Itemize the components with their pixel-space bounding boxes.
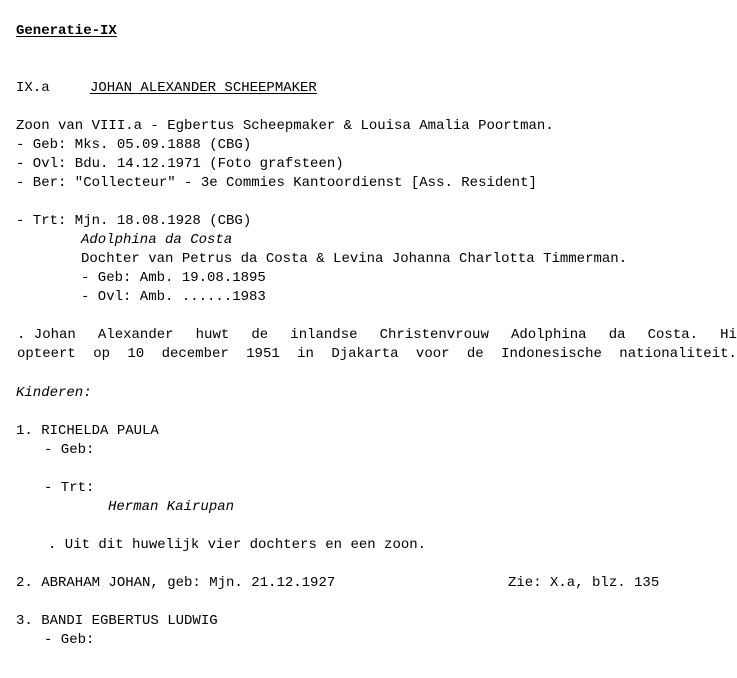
person-born: - Geb: Mks. 05.09.1888 (CBG) [16,137,252,153]
child-2-title: 2. ABRAHAM JOHAN, geb: Mjn. 21.12.1927 [16,575,336,591]
note-word: Adolphina [510,327,587,343]
child-2-reference: Zie: X.a, blz. 135 [508,575,660,591]
note-word: de [251,327,269,343]
note-word: 10 [127,346,145,362]
note-word: de [466,346,484,362]
child-1-spouse: Herman Kairupan [108,499,235,515]
note-word: 1951 [246,346,280,362]
note-word: op [93,346,110,362]
person-marriage: - Trt: Mjn. 18.08.1928 (CBG) [16,213,252,229]
note-word: nationaliteit. [619,346,737,362]
spouse-born: - Geb: Amb. 19.08.1895 [81,270,266,286]
child-3-born: - Geb: [44,632,95,648]
child-1-note: . Uit dit huwelijk vier dochters en een zoon. [48,537,427,553]
note-word: Djakarta [331,346,399,362]
note-word: december [161,346,229,362]
person-died: - Ovl: Bdu. 14.12.1971 (Foto grafsteen) [16,156,344,172]
note-word: in [297,346,314,362]
note-line-1 [17,326,737,344]
children-heading: Kinderen: [16,385,92,401]
note-word: Hi [720,327,737,343]
note-word: huwt [195,327,230,343]
note-word: inlandse [290,327,358,343]
note-word: opteert [17,346,76,362]
child-1-born: - Geb: [44,442,95,458]
note-word: Alexander [97,327,174,343]
note-word: voor [415,346,450,362]
person-occupation: - Ber: "Collecteur" - 3e Commies Kantoordienst [Ass. Resident] [16,175,537,191]
person-parents: Zoon van VIII.a - Egbertus Scheepmaker & Louisa Amalia Poortman. [16,118,554,134]
note-word: da [608,327,626,343]
generation-heading: Generatie-IX [16,23,117,39]
spouse-name: Adolphina da Costa [81,232,233,248]
person-name: JOHAN ALEXANDER SCHEEPMAKER [90,80,317,96]
child-1-marriage: - Trt: [44,480,95,496]
note-word: Costa. [647,327,699,343]
note-line-2 [17,345,737,363]
spouse-died: - Ovl: Amb. ......1983 [81,289,266,305]
person-code: IX.a [16,80,50,96]
note-word: Indonesische [501,346,602,362]
child-3-title: 3. BANDI EGBERTUS LUDWIG [16,613,218,629]
spouse-parents: Dochter van Petrus da Costa & Levina Johanna Charlotta Timmerman. [81,251,628,267]
note-word: . Johan [17,327,76,343]
child-1-title: 1. RICHELDA PAULA [16,423,159,439]
note-word: Christenvrouw [379,327,489,343]
